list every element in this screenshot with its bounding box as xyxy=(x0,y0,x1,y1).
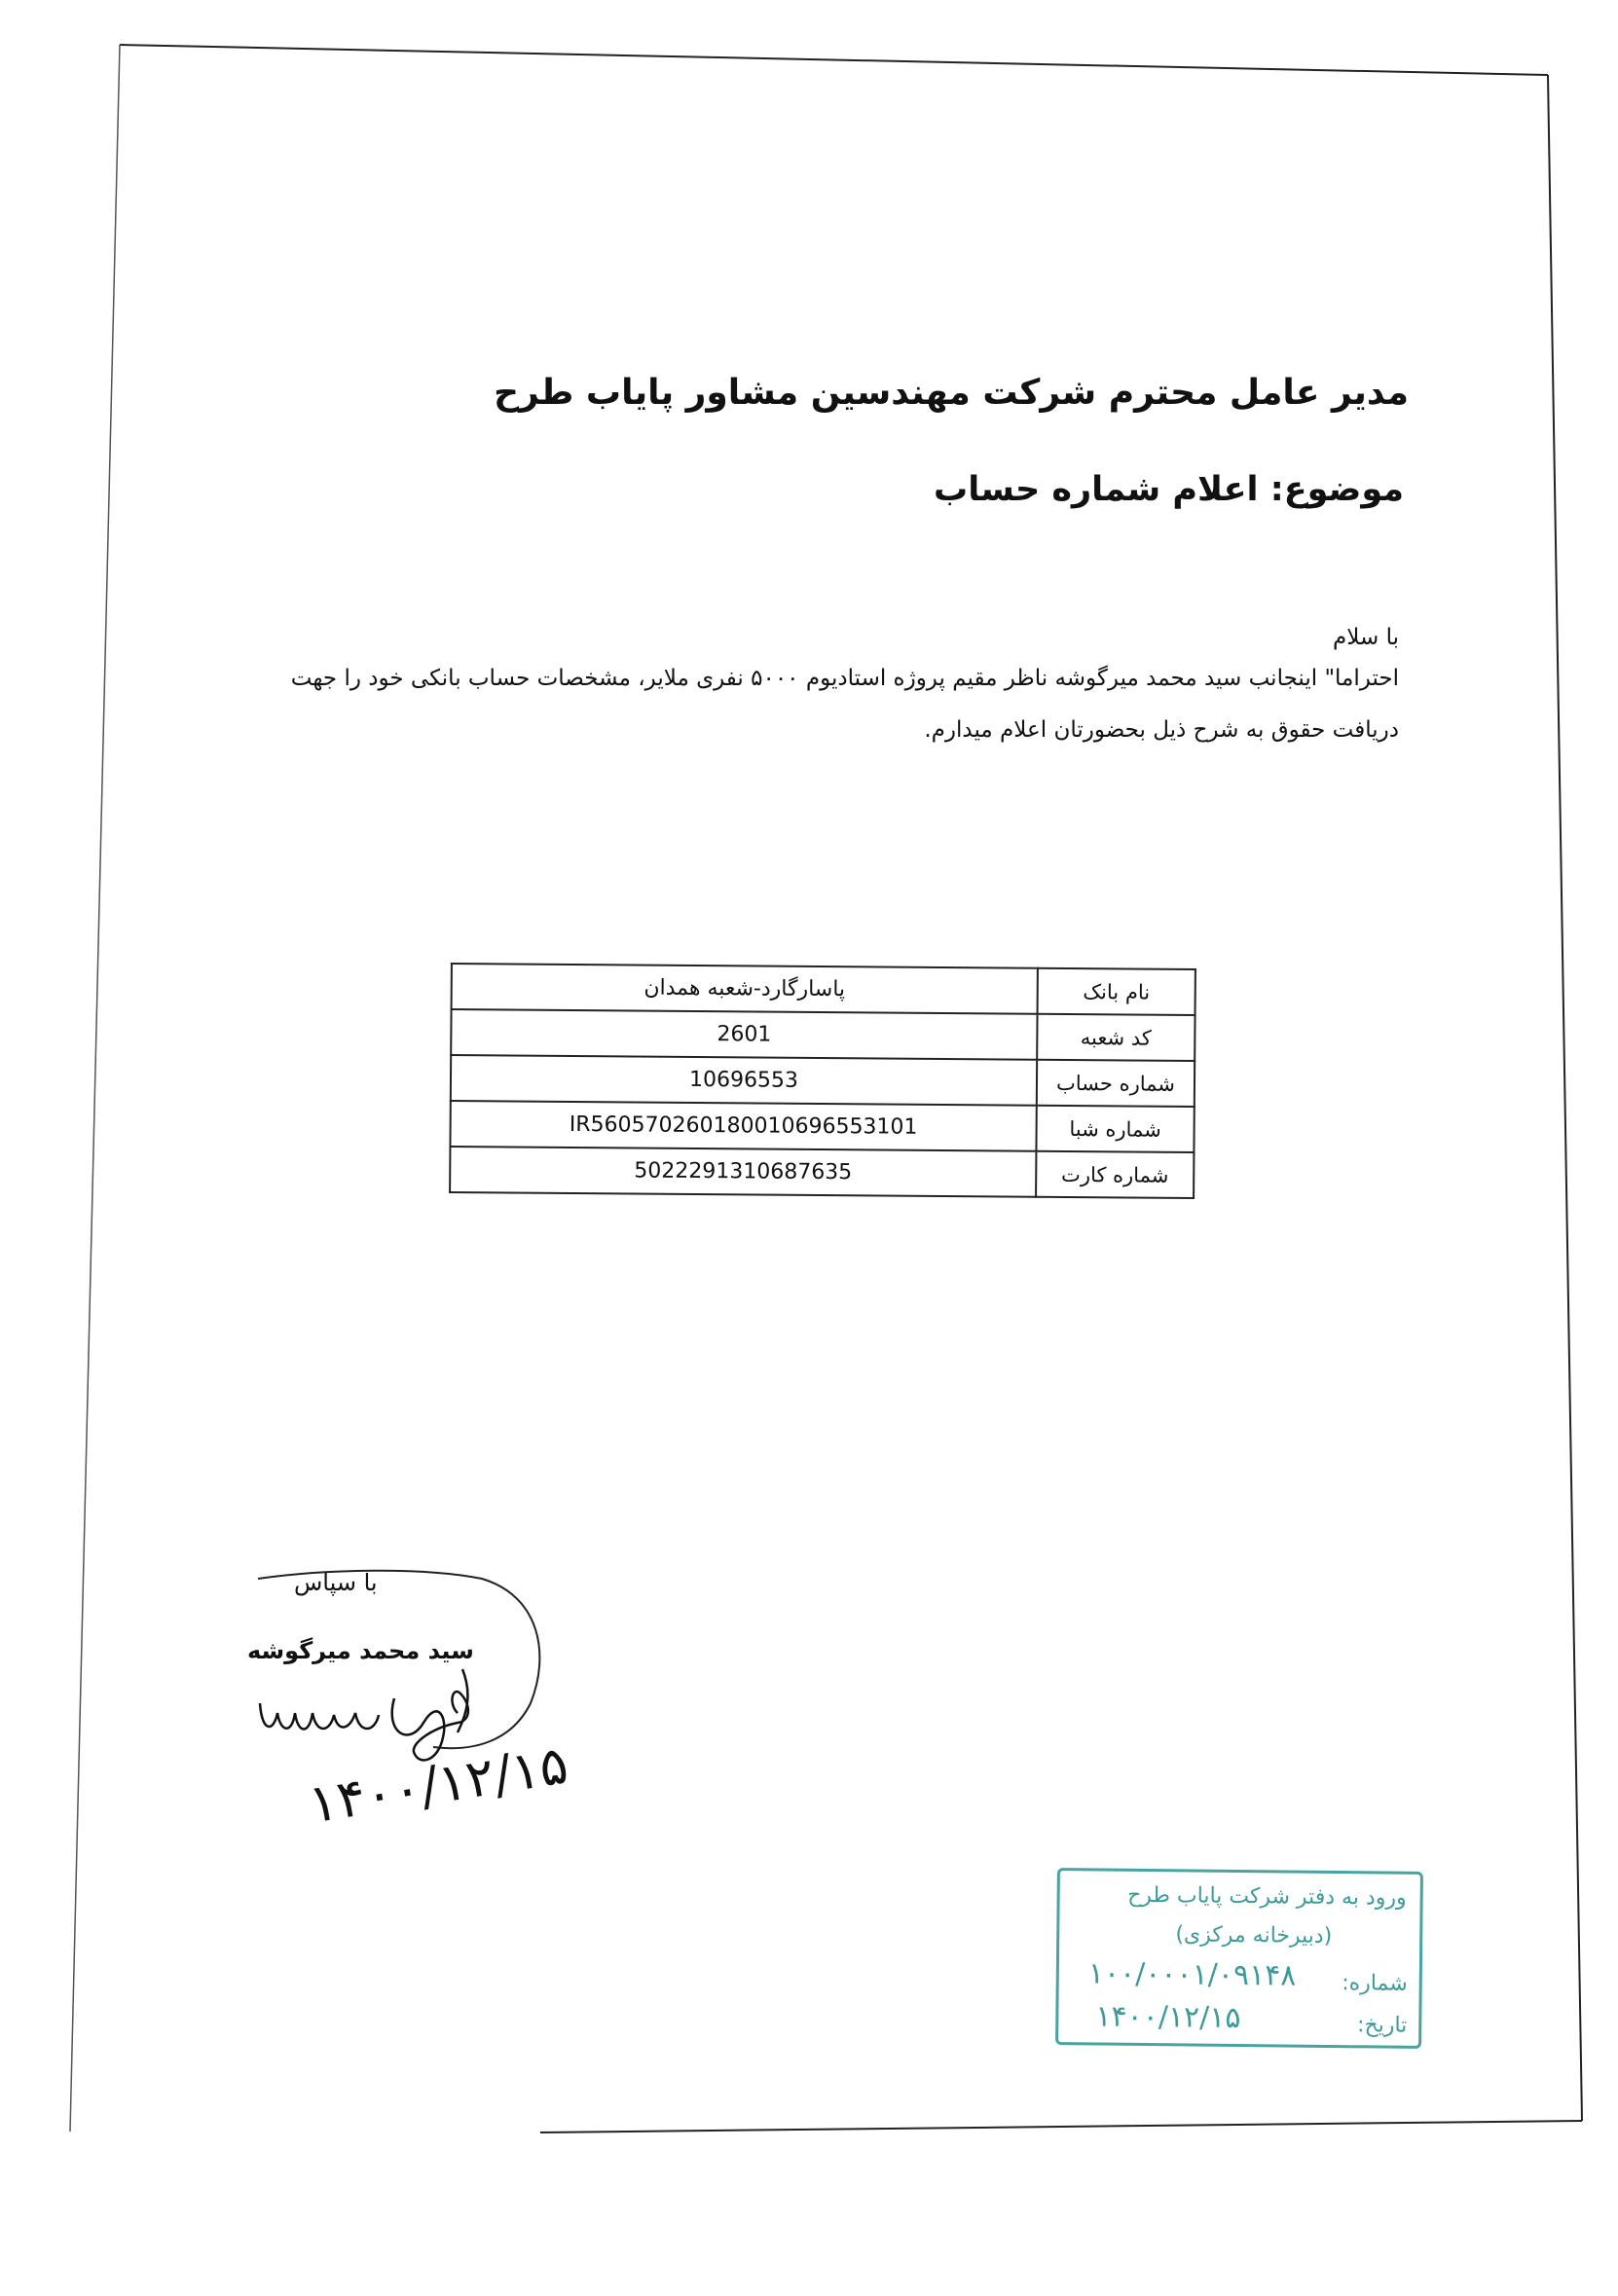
stamp-date-value: ۱۴۰۰/۱۲/۱۵ xyxy=(1095,1999,1241,2036)
table-row xyxy=(452,964,1195,1015)
stamp-title: ورود به دفتر شرکت پایاب طرح xyxy=(1127,1882,1407,1911)
table-row xyxy=(451,1055,1195,1107)
stamp-subtitle: (دبیرخانه مرکزی) xyxy=(1175,1922,1333,1949)
row-value: IR560570260180010696553101 xyxy=(450,1101,1036,1151)
stamp-number-label: شماره: xyxy=(1342,1971,1408,1996)
table-row xyxy=(450,1101,1194,1152)
row-value: 2601 xyxy=(451,1009,1037,1060)
table-row xyxy=(451,1009,1195,1061)
bank-details-table xyxy=(449,963,1196,1199)
row-value: 5022291310687635 xyxy=(450,1147,1036,1197)
row-value: پاسارگارد-شعبه همدان xyxy=(452,964,1038,1014)
row-value: 10696553 xyxy=(451,1055,1037,1106)
subject-line: موضوع: اعلام شماره حساب xyxy=(934,470,1404,509)
registration-stamp xyxy=(1055,1868,1423,2049)
handwritten-date: ۱۴۰۰/۱۲/۱۵ xyxy=(304,1733,572,1836)
row-label: کد شعبه xyxy=(1037,1014,1195,1061)
signer-name: سید محمد میرگوشه xyxy=(247,1637,474,1664)
greeting: با سلام xyxy=(1333,625,1399,650)
row-label: نام بانک xyxy=(1038,968,1195,1015)
addressee-heading: مدیر عامل محترم شرکت مهندسین مشاور پایاب طرح xyxy=(494,373,1409,413)
closing: با سپاس xyxy=(294,1569,378,1596)
stamp-number-value: ۱۰۰/۰۰۰۱/۰۹۱۴۸ xyxy=(1087,1956,1297,1993)
row-label: شماره حساب xyxy=(1037,1060,1195,1107)
table-row xyxy=(450,1147,1194,1198)
letter-body: احتراما" اینجانب سید محمد میرگوشه ناظر مقیم پروژه استادیوم ۵۰۰۰ نفری ملایر، مشخصات حساب بانکی خود را جهت دریافت حقوق به شرح ذیل بحضورتان اعلام میدارم. xyxy=(290,666,1399,743)
row-label: شماره شبا xyxy=(1036,1106,1194,1152)
row-label: شماره کارت xyxy=(1036,1151,1194,1198)
stamp-date-label: تاریخ: xyxy=(1356,2013,1408,2038)
